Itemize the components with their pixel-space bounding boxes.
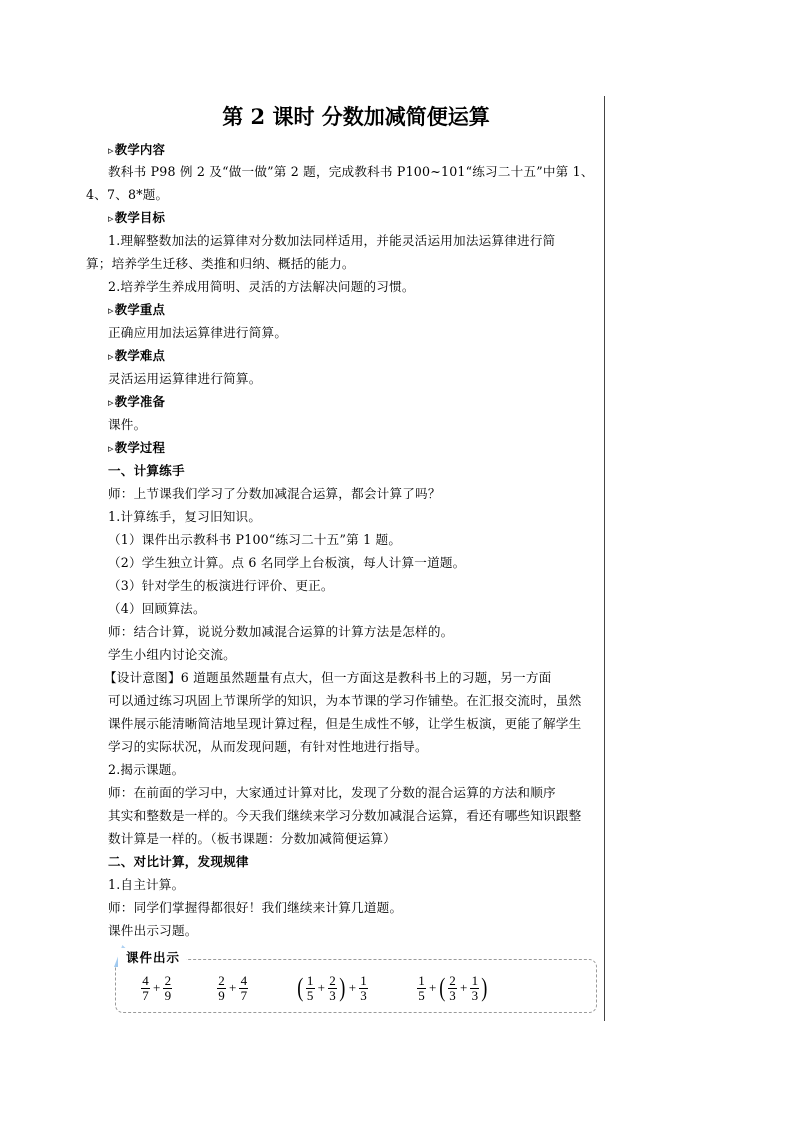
numerator: 2: [218, 972, 225, 988]
fraction: [359, 974, 368, 1003]
numerator: 1: [360, 972, 367, 988]
content-line: 2.揭示课题。: [108, 762, 185, 777]
content-line: 1.自主计算。: [108, 877, 185, 892]
expression-1: [140, 970, 173, 1006]
numerator: 2: [164, 972, 172, 988]
fraction: [217, 974, 226, 1003]
content-line: 4、7、8*题。: [86, 187, 169, 202]
numerator: 4: [142, 972, 149, 988]
expression-3: [296, 970, 369, 1006]
section-heading: 一、计算练手: [108, 463, 185, 478]
fraction: [328, 974, 337, 1003]
right-margin-rule: [604, 96, 605, 1021]
content-line: 1.计算练手，复习旧知识。: [108, 509, 262, 524]
content-line: 灵活运用运算律进行简算。: [108, 371, 262, 386]
expression-4: [416, 970, 489, 1006]
courseware-label: 课件出示: [118, 948, 186, 968]
plus-sign: +: [229, 980, 237, 995]
design-intent-line: 【设计意图】6 道题虽然题量有点大，但一方面这是教科书上的习题，另一方面: [104, 670, 552, 685]
plus-sign: +: [153, 980, 161, 995]
content-line: （4）回顾算法。: [108, 601, 206, 616]
content-line: 2.培养学生养成用简明、灵活的方法解决问题的习惯。: [108, 279, 415, 294]
fraction: [306, 974, 315, 1003]
content-line: 师：结合计算，说说分数加减混合运算的计算方法是怎样的。: [108, 624, 454, 639]
numerator: 2: [449, 972, 456, 988]
heading-key-points: ▹ 教学重点: [108, 302, 165, 319]
fraction: [239, 974, 248, 1003]
plus-sign: +: [429, 980, 437, 995]
denominator: 3: [471, 987, 479, 1003]
denominator: 7: [142, 987, 149, 1003]
fraction: [141, 974, 150, 1003]
content-line: 师：同学们掌握得都很好！我们继续来计算几道题。: [108, 900, 403, 915]
denominator: 9: [218, 987, 225, 1003]
denominator: 5: [306, 987, 314, 1003]
heading-teaching-goals: ▹ 教学目标: [108, 210, 165, 227]
content-line: 师：在前面的学习中，大家通过计算对比，发现了分数的混合运算的方法和顺序: [108, 785, 556, 800]
left-paren: (: [439, 973, 446, 1002]
expression-2: [216, 970, 249, 1006]
section-heading: 二、对比计算，发现规律: [108, 854, 249, 869]
heading-preparation: ▹ 教学准备: [108, 394, 165, 411]
denominator: 7: [240, 987, 248, 1003]
numerator: 1: [306, 972, 314, 988]
numerator: 1: [418, 972, 425, 988]
heading-teaching-content: ▹ 教学内容: [108, 142, 165, 159]
plus-sign: +: [317, 980, 326, 995]
denominator: 9: [164, 987, 172, 1003]
right-paren: ): [481, 973, 488, 1002]
numerator: 1: [471, 972, 479, 988]
content-line: 1.理解整数加法的运算律对分数加法同样适用，并能灵活运用加法运算律进行简: [108, 233, 556, 248]
content-line: 算；培养学生迁移、类推和归纳、概括的能力。: [86, 256, 355, 271]
fraction: [163, 974, 172, 1003]
denominator: 5: [418, 987, 425, 1003]
plus-sign: +: [460, 980, 468, 995]
fraction: [417, 974, 426, 1003]
content-line: 正确应用加法运算律进行简算。: [108, 325, 288, 340]
content-line: （2）学生独立计算。点 6 名同学上台板演，每人计算一道题。: [108, 555, 466, 570]
content-line: 教科书 P98 例 2 及“做一做”第 2 题，完成教科书 P100~101“练习二十五”中第 1、: [108, 164, 594, 179]
denominator: 3: [449, 987, 456, 1003]
heading-difficulties: ▹ 教学难点: [108, 348, 165, 365]
content-line: 数计算是一样的。（板书课题：分数加减简便运算）: [108, 831, 396, 846]
content-line: 学生小组内讨论交流。: [108, 647, 236, 662]
denominator: 3: [329, 987, 336, 1003]
content-line: （3）针对学生的板演进行评价、更正。: [108, 578, 334, 593]
right-paren: ): [339, 973, 346, 1002]
left-paren: (: [297, 973, 304, 1002]
content-line: 课件。: [108, 417, 147, 432]
numerator: 4: [240, 972, 248, 988]
fraction: [448, 974, 457, 1003]
content-line: 师：上节课我们学习了分数加减混合运算，都会计算了吗？: [108, 486, 441, 501]
content-line: 其实和整数是一样的。今天我们继续来学习分数加减混合运算，看还有哪些知识跟整: [108, 808, 582, 823]
content-line: 课件展示能清晰简洁地呈现计算过程，但是生成性不够，让学生板演，更能了解学生: [108, 716, 582, 731]
content-line: 可以通过练习巩固上节课所学的知识，为本节课的学习作铺垫。在汇报交流时，虽然: [108, 693, 582, 708]
denominator: 3: [360, 987, 367, 1003]
lesson-title: 第 2 课时 分数加减简便运算: [222, 104, 490, 129]
content-line: 学习的实际状况，从而发现问题，有针对性地进行指导。: [108, 739, 428, 754]
plus-sign: +: [348, 980, 357, 995]
heading-process: ▹ 教学过程: [108, 440, 165, 457]
content-line: （1）课件出示教科书 P100“练习二十五”第 1 题。: [108, 532, 402, 547]
fraction: [470, 974, 479, 1003]
content-line: 课件出示习题。: [108, 923, 198, 938]
numerator: 2: [329, 972, 336, 988]
